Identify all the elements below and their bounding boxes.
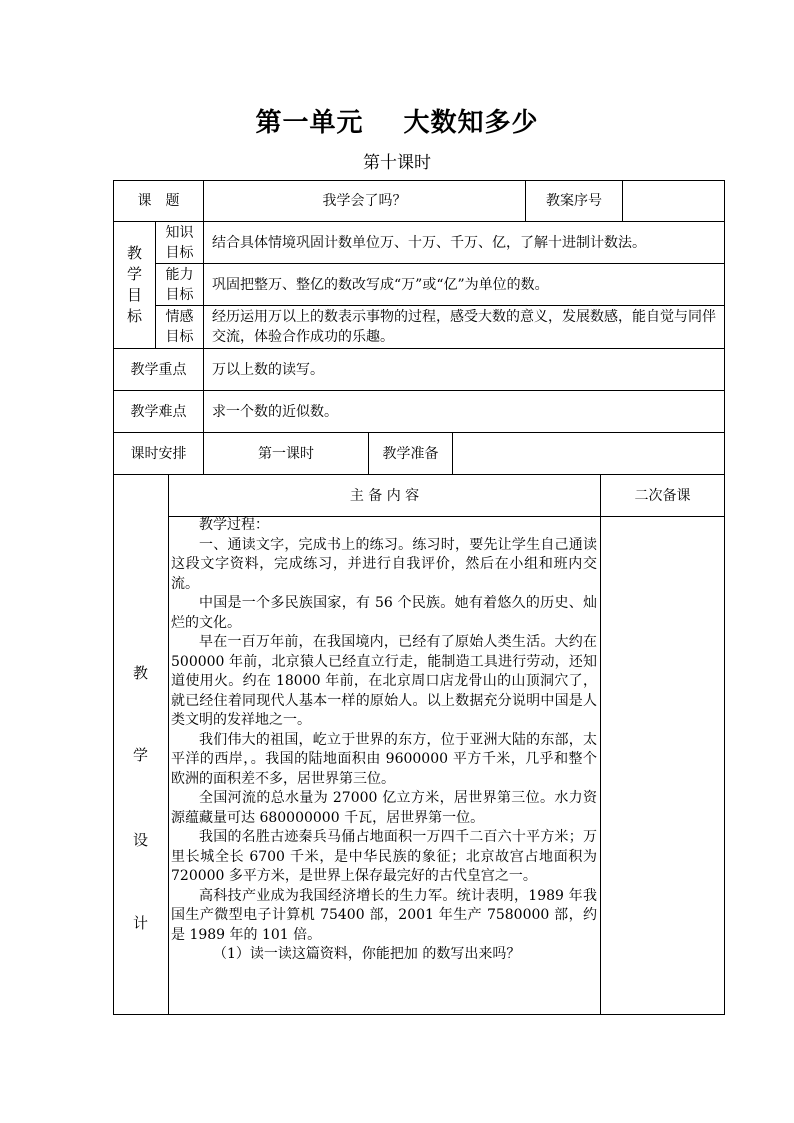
goals-label: 教 学 目 标: [126, 244, 142, 325]
design-label-char-4: 计: [132, 914, 148, 932]
knowledge-goal-text: 结合具体情境巩固计数单位万、十万、千万、亿，了解十进制计数法。: [212, 234, 646, 251]
paragraph: 全国河流的总水量为 27000 亿立方米，居世界第三位。水力资源蕴藏量可达 680000000 千瓦，居世界第一位。: [171, 790, 597, 826]
design-label-char-3: 设: [132, 831, 148, 849]
teaching-process-content: [171, 516, 597, 965]
design-label-char-1: 教: [132, 664, 148, 682]
preparation-value: [453, 433, 724, 474]
difficulty-label: 教学难点: [130, 403, 187, 420]
paragraph: 高科技产业成为我国经济增长的生力军。统计表明，1989 年我国生产微型电子计算机 75400 部，2001 年生产 7580000 部，约是 1989 年的 101 倍。: [171, 887, 597, 943]
lesson-number: 第十课时: [363, 153, 431, 173]
key-point-text: 万以上数的读写。: [212, 361, 324, 378]
page-title: [0, 102, 794, 139]
topic-label: 课 题: [137, 193, 180, 209]
ability-goal-text: 巩固把整万、整亿的数改写成“万”或“亿”为单位的数。: [212, 276, 549, 293]
emotion-goal-text: 经历运用万以上的数表示事物的过程，感受大数的意义，发展数感，能自觉与同伴交流，体验合作成功的乐趣。: [212, 309, 716, 345]
paragraph: 教学过程：: [199, 517, 269, 533]
paragraph: 我们伟大的祖国，屹立于世界的东方，位于亚洲大陆的东部，太平洋的西岸，。我国的陆地面积由 9600000 平方千米，几乎和整个欧洲的面积差不多，居世界第三位。: [171, 731, 597, 787]
schedule-label: 课时安排: [130, 445, 187, 462]
topic-value: 我学会了吗？: [322, 193, 407, 209]
lesson-seq-label: 教案序号: [546, 193, 602, 209]
preparation-label: 教学准备: [382, 445, 439, 462]
ability-goal-label: 能力 目标: [165, 266, 194, 303]
key-point-label: 教学重点: [130, 361, 187, 378]
main-content-header: 主 备 内 容: [349, 487, 420, 504]
emotion-goal-label: 情感 目标: [165, 309, 194, 345]
paragraph: （1）读一读这篇资料，你能把加 的数写出来吗？: [213, 946, 521, 962]
paragraph: 我国的名胜古迹秦兵马俑占地面积一万四千二百六十平方米；万里长城全长 6700 千米，是中华民族的象征；北京故宫占地面积为 720000 多平方米，是世界上保存最完好的古代皇宫之一。: [171, 829, 597, 884]
lesson-seq-value: [623, 181, 724, 221]
knowledge-goal-label: 知识 目标: [165, 224, 194, 261]
second-prep-header: 二次备课: [634, 487, 691, 504]
paragraph: 早在一百万年前，在我国境内，已经有了原始人类生活。大约在 500000 年前，北京猿人已经直立行走，能制造工具进行劳动，还知道使用火。约在 18000 年前，在北京周口店龙骨山的山顶洞穴了，就已经住着同现代人基本一样的原始人。以上数据充分说明中国是人类文明的发祥地之一。: [171, 634, 597, 728]
unit-title: 第一单元: [255, 108, 364, 138]
topic-title: 大数知多少: [403, 108, 539, 138]
difficulty-text: 求一个数的近似数。: [212, 403, 338, 420]
schedule-value: 第一课时: [258, 445, 314, 462]
paragraph: 一、通读文字，完成书上的练习。练习时，要先让学生自己通读这段文字资料，完成练习，并进行自我评价，然后在小组和班内交流。: [171, 536, 597, 592]
paragraph: 中国是一个多民族国家，有 56 个民族。她有着悠久的历史、灿烂的文化。: [171, 595, 597, 631]
design-label-char-2: 学: [132, 746, 148, 764]
